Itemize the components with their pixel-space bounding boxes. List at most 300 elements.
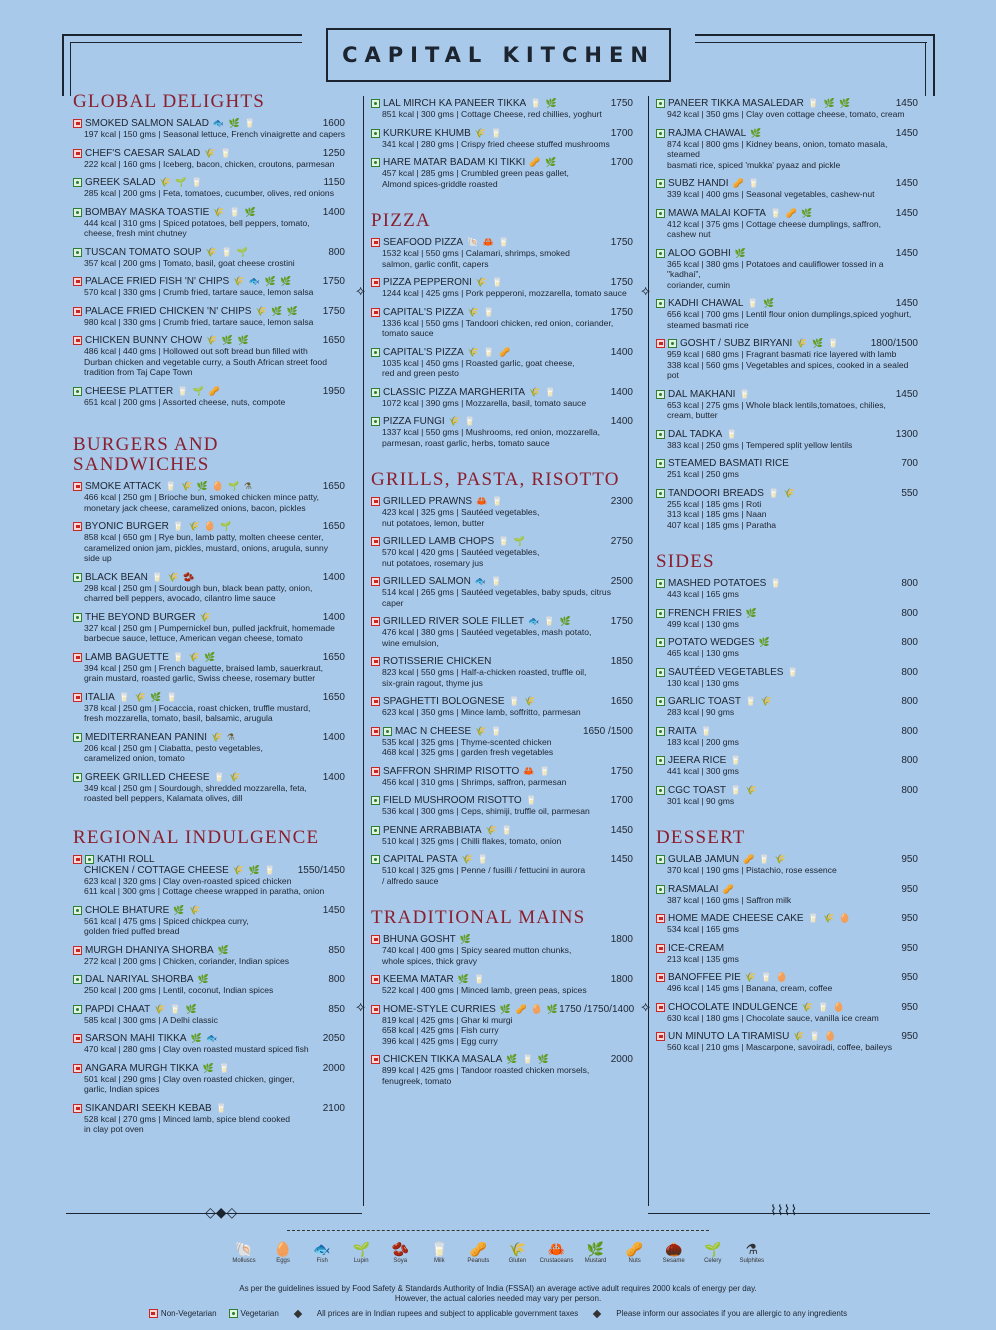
dish-description: 285 kcal | 200 gms | Feta, tomatoes, cucumber, olives, red onions bbox=[84, 188, 334, 198]
dish-price: 1400 bbox=[322, 731, 345, 743]
dish-name: ALOO GOBHI bbox=[668, 247, 731, 259]
menu-item bbox=[656, 884, 918, 906]
dish-price: 1450 bbox=[895, 247, 918, 259]
menu-column-right bbox=[656, 98, 918, 1061]
allergen-label: Milk bbox=[433, 1258, 445, 1264]
menu-item-header bbox=[656, 1002, 918, 1013]
dish-description: basmati rice, spiced 'mukka' pyaaz and pickle bbox=[667, 159, 841, 170]
menu-item-header bbox=[73, 1103, 345, 1114]
dish-description: 899 kcal | 425 gms | Tandoor roasted chicken morsels, bbox=[382, 1065, 590, 1075]
menu-item bbox=[73, 247, 345, 269]
allergen-icons: 🥛 🌱 bbox=[498, 536, 527, 546]
dish-name: HOME-STYLE CURRIES bbox=[383, 1003, 496, 1015]
menu-item bbox=[73, 732, 345, 764]
corner-ornament-right bbox=[695, 34, 935, 42]
menu-item-header bbox=[371, 825, 633, 836]
veg-icon bbox=[73, 733, 82, 742]
legend-item bbox=[656, 1240, 692, 1264]
allergen-icons: 🐟 🥛 🌿 bbox=[528, 616, 572, 626]
dish-name: GREEK GRILLED CHEESE bbox=[85, 771, 210, 783]
allergen-icons: 🥛 🌾 bbox=[213, 771, 242, 782]
dish-description: 740 kcal | 400 gms | Spicy seared mutton chunks, bbox=[382, 945, 572, 955]
non-veg-icon bbox=[73, 119, 82, 128]
menu-item-header bbox=[73, 1004, 345, 1015]
legend-item bbox=[695, 1240, 731, 1264]
dish-name: GRILLED RIVER SOLE FILLET bbox=[383, 616, 525, 627]
allergen-label: Fish bbox=[316, 1258, 328, 1264]
non-veg-icon bbox=[371, 497, 380, 506]
menu-item-header bbox=[73, 148, 345, 159]
veg-icon bbox=[656, 885, 665, 894]
dish-description: 510 kcal | 325 gms | Penne / fusilli / fettucini in aurora bbox=[382, 865, 586, 875]
veg-icon bbox=[371, 99, 380, 108]
dish-price: 1550/1450 bbox=[297, 864, 345, 876]
menu-item-header bbox=[656, 637, 918, 648]
dish-name: CGC TOAST bbox=[668, 784, 726, 796]
dish-price: 2300 bbox=[610, 496, 633, 507]
dish-price: 1400 bbox=[610, 346, 633, 358]
menu-item bbox=[371, 726, 633, 758]
menu-item-header bbox=[371, 347, 633, 358]
veg-icon bbox=[371, 388, 380, 397]
menu-item-header bbox=[656, 726, 918, 737]
corner-ornament-left-inner bbox=[70, 42, 302, 47]
allergen-label: Mustard bbox=[584, 1258, 607, 1264]
dish-description: golden fried puffed bread bbox=[84, 926, 180, 936]
non-veg-icon bbox=[656, 1032, 665, 1041]
dish-name: CAPITAL'S PIZZA bbox=[383, 346, 464, 358]
divider-ornament-3: ⟡ bbox=[356, 998, 366, 1014]
dish-description: monetary jack cheese, caramelized onions, bacon, pickles bbox=[84, 502, 306, 513]
veg-icon bbox=[371, 129, 380, 138]
dish-name: THE BEYOND BURGER bbox=[85, 611, 196, 623]
dish-description: 255 kcal | 185 gms | Roti bbox=[667, 498, 762, 509]
dish-price: 1450 bbox=[895, 388, 918, 400]
menu-item bbox=[73, 905, 345, 937]
dish-description: 585 kcal | 300 gms | A Delhi classic bbox=[84, 1014, 218, 1025]
dish-name: UN MINUTO LA TIRAMISU bbox=[668, 1031, 790, 1042]
dish-price: 1400 bbox=[322, 611, 345, 623]
non-veg-icon bbox=[73, 1064, 82, 1073]
menu-item bbox=[73, 1004, 345, 1026]
menu-item-header bbox=[656, 785, 918, 796]
dish-description: 874 kcal | 800 gms | Kidney beans, onion, tomato masala, steamed bbox=[667, 138, 888, 159]
menu-item bbox=[656, 943, 918, 965]
menu-item bbox=[73, 148, 345, 170]
dish-name: ICE-CREAM bbox=[668, 942, 725, 954]
dish-description: 313 kcal | 185 gms | Naan bbox=[667, 509, 767, 519]
dish-name: RAJMA CHAWAL bbox=[668, 127, 747, 139]
fssai-note-2: However, the actual calories needed may vary per person. bbox=[394, 1294, 602, 1303]
veg-icon bbox=[656, 609, 665, 618]
non-veg-icon bbox=[656, 973, 665, 982]
dish-price: 1800/1500 bbox=[870, 338, 918, 349]
allergen-icons: 🥛 🌾 bbox=[729, 784, 758, 795]
dish-description: 423 kcal | 325 gms | Sautéed vegetables, bbox=[382, 507, 540, 517]
dish-description: 341 kcal | 280 gms | Crispy fried cheese stuffed mushrooms bbox=[382, 138, 610, 149]
menu-item-header bbox=[73, 854, 345, 865]
legend-item bbox=[382, 1240, 418, 1264]
menu-item-header bbox=[656, 208, 918, 219]
menu-item bbox=[656, 1002, 918, 1024]
dish-name: PIZZA PEPPERONI bbox=[383, 277, 472, 288]
dish-name: MASHED POTATOES bbox=[668, 578, 767, 589]
menu-item bbox=[371, 128, 633, 150]
dish-price: 800 bbox=[901, 696, 918, 707]
dish-price: 550 bbox=[901, 487, 918, 499]
allergen-label: Lupin bbox=[353, 1258, 369, 1264]
dish-description: parmesan, roast garlic, herbs, tomato sauce bbox=[382, 437, 550, 448]
allergy-note: Please inform our associates if you are allergic to any ingredients bbox=[616, 1309, 848, 1318]
allergen-icon: 🌾 bbox=[508, 1241, 527, 1257]
menu-section bbox=[371, 470, 633, 886]
menu-item bbox=[371, 277, 633, 299]
dish-name: FIELD MUSHROOM RISOTTO bbox=[383, 795, 522, 806]
allergen-icons: 🥜 🥛 🌾 bbox=[743, 854, 787, 864]
dish-description: 536 kcal | 300 gms | Ceps, shimiji, truffle oil, parmesan bbox=[382, 806, 590, 816]
dish-description: 383 kcal | 250 gms | Tempered split yellow lentils bbox=[667, 439, 853, 450]
allergen-icons: 🌾 🥛 🥚 bbox=[801, 1001, 846, 1012]
allergen-label: Nuts bbox=[628, 1258, 641, 1264]
dish-name: MURGH DHANIYA SHORBA bbox=[85, 944, 214, 956]
menu-item bbox=[656, 972, 918, 994]
non-veg-icon bbox=[73, 855, 82, 864]
non-veg-icon bbox=[73, 149, 82, 158]
menu-column-middle bbox=[371, 98, 633, 1094]
veg-icon bbox=[73, 773, 82, 782]
dish-description: 301 kcal | 90 gms bbox=[667, 795, 735, 806]
dish-price: 1750 bbox=[610, 277, 633, 288]
dish-description: 819 kcal | 425 gms | Ghar ki murgi bbox=[382, 1014, 513, 1025]
dish-description: 499 kcal | 130 gms bbox=[667, 618, 739, 629]
dish-description: 365 kcal | 380 gms | Potatoes and cauliflower tossed in a "kadhai", bbox=[667, 258, 884, 279]
menu-item bbox=[73, 386, 345, 408]
menu-section bbox=[73, 828, 345, 1135]
dish-price: 1650 bbox=[322, 335, 345, 346]
veg-icon bbox=[656, 668, 665, 677]
dish-description: 476 kcal | 380 gms | Sautéed vegetables, mash potato, bbox=[382, 627, 592, 637]
veg-icon bbox=[656, 129, 665, 138]
allergen-icons: 🌿 bbox=[459, 934, 473, 944]
menu-item-header bbox=[656, 128, 918, 139]
dish-price: 1400 bbox=[322, 571, 345, 583]
dish-description: 466 kcal | 250 gm | Brioche bun, smoked chicken mince patty, bbox=[84, 492, 320, 502]
veg-icon bbox=[656, 855, 665, 864]
menu-item bbox=[656, 248, 918, 291]
dish-name: HARE MATAR BADAM KI TIKKI bbox=[383, 157, 526, 168]
dish-name: MAC N CHEESE bbox=[395, 725, 472, 737]
allergen-label: Peanuts bbox=[467, 1258, 490, 1264]
non-veg-icon bbox=[149, 1309, 158, 1318]
legend-item bbox=[343, 1240, 379, 1264]
dish-name: BANOFFEE PIE bbox=[668, 972, 741, 983]
menu-item bbox=[73, 521, 345, 564]
veg-icon bbox=[656, 697, 665, 706]
dish-price: 1700 bbox=[610, 157, 633, 168]
allergen-icon: 🫘 bbox=[391, 1241, 409, 1257]
dish-name: GARLIC TOAST bbox=[668, 696, 741, 707]
dish-description: 1244 kcal | 425 gms | Pork pepperoni, mozzarella, tomato sauce bbox=[382, 288, 627, 298]
non-veg-icon bbox=[371, 537, 380, 546]
dish-name: SUBZ HANDI bbox=[668, 178, 729, 189]
non-veg-label: Non-Vegetarian bbox=[160, 1309, 217, 1318]
veg-icon bbox=[371, 417, 380, 426]
dish-description: 1336 kcal | 550 gms | Tandoori chicken, red onion, coriander, bbox=[382, 317, 614, 328]
dish-description: 298 kcal | 250 gm | Sourdough bun, black bean patty, onion, bbox=[84, 582, 313, 593]
dish-price: 800 bbox=[901, 784, 918, 796]
menu-item-header bbox=[73, 865, 345, 876]
menu-item-header bbox=[656, 178, 918, 189]
dish-price: 1750 bbox=[610, 765, 633, 777]
corner-ornament-right-v bbox=[927, 34, 935, 96]
dish-description: 535 kcal | 325 gms | Thyme-scented chicken bbox=[382, 736, 552, 747]
dish-name: JEERA RICE bbox=[668, 755, 727, 766]
allergen-icon: 🌱 bbox=[352, 1241, 370, 1257]
dish-price: 1950 bbox=[322, 385, 345, 397]
dish-description: six-grain ragout, thyme jus bbox=[382, 677, 483, 688]
menu-item bbox=[656, 755, 918, 777]
dish-name: SARSON MAHI TIKKA bbox=[85, 1033, 187, 1044]
dish-description: 942 kcal | 350 gms | Clay oven cottage cheese, tomato, cream bbox=[667, 109, 905, 119]
menu-item-header bbox=[73, 1063, 345, 1074]
dish-price: 800 bbox=[901, 637, 918, 648]
corner-ornament-left-v bbox=[62, 34, 70, 96]
menu-item bbox=[371, 307, 633, 339]
non-veg-icon bbox=[73, 522, 82, 531]
dish-description: 250 kcal | 200 gms | Lentil, coconut, Indian spices bbox=[84, 985, 274, 995]
menu-item bbox=[73, 652, 345, 684]
menu-item bbox=[73, 945, 345, 967]
dish-description: 611 kcal | 300 gms | Cottage cheese wrapped in paratha, onion bbox=[84, 886, 325, 896]
veg-icon bbox=[656, 786, 665, 795]
column-divider-1 bbox=[363, 96, 364, 1206]
dish-name: TANDOORI BREADS bbox=[668, 487, 764, 499]
dish-price: 1450 bbox=[895, 207, 918, 219]
dish-price: 2750 bbox=[610, 536, 633, 547]
dish-price: 700 bbox=[901, 458, 918, 469]
dish-description: 570 kcal | 420 gms | Sautéed vegetables, bbox=[382, 547, 540, 557]
dish-name: BOMBAY MASKA TOASTIE bbox=[85, 206, 210, 218]
menu-section bbox=[656, 98, 918, 530]
menu-item bbox=[73, 118, 345, 140]
menu-item-header bbox=[73, 1033, 345, 1044]
dish-description: red and green pesto bbox=[382, 368, 459, 378]
dish-description: 514 kcal | 265 gms | Sautéed vegetables, baby spuds, citrus caper bbox=[382, 587, 611, 608]
dish-description: charred bell peppers, avocado, cilantro lime sauce bbox=[84, 593, 276, 603]
dish-name: SAUTÉED VEGETABLES bbox=[668, 666, 784, 678]
menu-item-header bbox=[371, 974, 633, 985]
menu-item bbox=[656, 429, 918, 451]
dish-price: 1750 bbox=[610, 616, 633, 627]
dish-price: 1400 bbox=[322, 771, 345, 783]
dish-description: 501 kcal | 290 gms | Clay oven roasted chicken, ginger, bbox=[84, 1073, 295, 1084]
column-divider-2 bbox=[648, 96, 649, 1206]
dish-price: 950 bbox=[901, 854, 918, 865]
allergen-legend bbox=[226, 1240, 770, 1264]
dish-description: 396 kcal | 425 gms | Egg curry bbox=[382, 1035, 498, 1046]
dish-price: 1450 bbox=[322, 904, 345, 916]
page-title: CAPITAL KITCHEN bbox=[326, 28, 671, 82]
legend-item bbox=[539, 1240, 575, 1264]
allergen-icons: 🥛 🌾 bbox=[767, 487, 796, 498]
menu-item-header bbox=[371, 616, 633, 627]
menu-item-header bbox=[371, 387, 633, 398]
allergen-icons: 🌿 🌾 bbox=[173, 904, 202, 915]
veg-icon bbox=[668, 339, 677, 348]
non-veg-icon bbox=[371, 935, 380, 944]
dish-description: 486 kcal | 440 gms | Hollowed out soft bread bun filled with bbox=[84, 346, 308, 356]
dish-name: SMOKED SALMON SALAD bbox=[85, 118, 209, 129]
dish-price: 1800 bbox=[610, 974, 633, 985]
non-veg-icon bbox=[73, 693, 82, 702]
allergen-icons: 🐟 🌿 🥛 bbox=[212, 118, 257, 128]
dish-description: 370 kcal | 190 gms | Pistachio, rose essence bbox=[667, 865, 837, 875]
legend-item bbox=[499, 1240, 535, 1264]
non-veg-icon bbox=[73, 336, 82, 345]
allergen-icons: 🌾 🥛 bbox=[475, 277, 504, 287]
menu-item-header bbox=[371, 237, 633, 248]
menu-item bbox=[73, 207, 345, 239]
dish-description: 206 kcal | 250 gm | Ciabatta, pesto vegetables, bbox=[84, 742, 263, 753]
allergen-icons: 🌿 bbox=[734, 247, 748, 258]
dish-description: 980 kcal | 330 gms | Crumb fried, tartare sauce, lemon salsa bbox=[84, 316, 314, 327]
allergen-icons: 🌿 bbox=[758, 637, 771, 647]
dish-name: CHEF'S CAESAR SALAD bbox=[85, 147, 201, 159]
menu-item bbox=[73, 772, 345, 804]
veg-icon bbox=[656, 756, 665, 765]
dish-description: 387 kcal | 160 gms | Saffron milk bbox=[667, 894, 792, 905]
dish-description: 327 kcal | 250 gm | Pumpernickel bun, pulled jackfruit, homemade bbox=[84, 622, 335, 633]
dish-name: KURKURE KHUMB bbox=[383, 127, 471, 139]
dish-price: 1750 bbox=[322, 276, 345, 287]
veg-icon bbox=[371, 158, 380, 167]
dish-price: 1600 bbox=[322, 118, 345, 129]
menu-item-header bbox=[73, 572, 345, 583]
menu-item-header bbox=[73, 652, 345, 663]
veg-icon bbox=[656, 249, 665, 258]
dish-price: 1400 bbox=[610, 386, 633, 398]
dish-description: fresh mozzarella, tomato, basil, balsamic, arugula bbox=[84, 713, 273, 723]
menu-section bbox=[73, 435, 345, 804]
dish-description: 222 kcal | 160 gms | Iceberg, bacon, chicken, croutons, parmesan bbox=[84, 158, 335, 169]
dish-name: PALACE FRIED FISH 'N' CHIPS bbox=[85, 276, 230, 287]
allergen-icon: 🦀 bbox=[547, 1241, 566, 1257]
dish-name: BLACK BEAN bbox=[85, 571, 148, 583]
dish-description: nut potatoes, rosemary jus bbox=[382, 557, 484, 568]
menu-item-header bbox=[656, 458, 918, 469]
menu-item bbox=[73, 612, 345, 644]
dish-name: CHICKEN / COTTAGE CHEESE bbox=[84, 864, 229, 876]
menu-item-header bbox=[73, 276, 345, 287]
menu-item bbox=[656, 785, 918, 807]
dish-description: 528 kcal | 270 gms | Minced lamb, spice blend cooked bbox=[84, 1113, 291, 1124]
section-title: GLOBAL DELIGHTS bbox=[73, 91, 265, 112]
non-veg-icon bbox=[73, 307, 82, 316]
allergen-icons: 🥛 🌿 🌿 bbox=[807, 98, 852, 108]
menu-item bbox=[371, 416, 633, 448]
allergen-icons: 🌿 🥛 🌿 bbox=[506, 1054, 550, 1064]
dish-description: grain mustard, roasted garlic, Swiss cheese, rosemary butter bbox=[84, 673, 316, 683]
menu-item bbox=[371, 576, 633, 608]
legend-item bbox=[421, 1240, 457, 1264]
veg-icon bbox=[73, 1005, 82, 1014]
dish-price: 800 bbox=[901, 666, 918, 678]
dish-description: 378 kcal | 250 gm | Focaccia, roast chicken, truffle mustard, bbox=[84, 702, 311, 713]
menu-item-header bbox=[371, 576, 633, 587]
menu-item-header bbox=[371, 496, 633, 507]
dish-description: 1532 kcal | 550 gms | Calamari, shrimps, smoked bbox=[382, 248, 570, 258]
dish-description: 560 kcal | 210 gms | Mascarpone, savoiradi, coffee, baileys bbox=[667, 1042, 892, 1052]
dish-name: GOSHT / SUBZ BIRYANI bbox=[680, 338, 793, 349]
dish-description: Durban chicken and vegetable curry, a South African street food bbox=[84, 356, 327, 367]
menu-item bbox=[73, 1063, 345, 1095]
allergen-icons: 🌾 bbox=[199, 611, 212, 622]
dish-price: 1450 bbox=[610, 824, 633, 836]
veg-icon bbox=[371, 796, 380, 805]
menu-item-header bbox=[371, 416, 633, 427]
menu-item bbox=[656, 637, 918, 659]
dish-name: CAPITAL PASTA bbox=[383, 854, 458, 865]
veg-icon bbox=[656, 179, 665, 188]
menu-item bbox=[371, 1004, 633, 1047]
allergen-icons: 🌾 🌱 🥛 bbox=[159, 177, 204, 187]
dish-description: 561 kcal | 475 gms | Spiced chickpea curry, bbox=[84, 915, 249, 926]
legend-divider bbox=[287, 1230, 709, 1231]
allergen-icons: 🥜 🌿 bbox=[529, 157, 558, 167]
dish-name: POTATO WEDGES bbox=[668, 637, 755, 648]
section-title: GRILLS, PASTA, RISOTTO bbox=[371, 469, 620, 490]
corner-ornament-right-v2 bbox=[919, 42, 926, 96]
dish-name: CHOCOLATE INDULGENCE bbox=[668, 1001, 798, 1013]
non-veg-icon bbox=[73, 946, 82, 955]
menu-item bbox=[656, 913, 918, 935]
allergen-icons: 🌾 🥛 bbox=[461, 854, 490, 864]
menu-item-header bbox=[371, 307, 633, 318]
dish-price: 1250 bbox=[322, 147, 345, 159]
allergen-icons: 🌾 🌿 🌿 bbox=[206, 335, 250, 345]
menu-item bbox=[371, 854, 633, 886]
dish-price: 950 bbox=[901, 883, 918, 895]
non-veg-icon bbox=[656, 944, 665, 953]
dish-name: STEAMED BASMATI RICE bbox=[668, 458, 789, 469]
menu-item bbox=[656, 726, 918, 748]
menu-item-header bbox=[656, 608, 918, 619]
dish-description: 338 kcal | 560 gms | Vegetables and spices, cooked in a sealed pot bbox=[667, 359, 909, 380]
dish-description: 130 kcal | 130 gms bbox=[667, 677, 739, 688]
menu-item-header bbox=[73, 118, 345, 129]
dish-name: ANGARA MURGH TIKKA bbox=[85, 1062, 199, 1074]
veg-icon bbox=[73, 208, 82, 217]
dish-name: ROTISSERIE CHICKEN bbox=[383, 656, 492, 667]
fssai-note: As per the guidelines issued by Food Safety & Standards Authority of India (FSSAI) an average active adult requires 2000 kcals of energy per day. bbox=[239, 1284, 757, 1293]
dish-name: PANEER TIKKA MASALEDAR bbox=[668, 98, 804, 109]
dish-name: CHEESE PLATTER bbox=[85, 385, 174, 397]
dish-description: 357 kcal | 200 gms | Tomato, basil, goat cheese crostini bbox=[84, 257, 295, 268]
menu-section bbox=[371, 211, 633, 448]
dish-name: ITALIA bbox=[85, 691, 115, 703]
dish-name: PAPDI CHAAT bbox=[85, 1003, 151, 1015]
dish-price: 950 bbox=[901, 1031, 918, 1042]
divider-ornament-1: ⟡ bbox=[356, 282, 366, 298]
menu-item-header bbox=[371, 795, 633, 806]
dish-price: 800 bbox=[901, 755, 918, 766]
allergen-icons: 🥛 🌾 🌿 🥚 🌱 ⚗ bbox=[165, 481, 253, 491]
dish-description: 183 kcal | 200 gms bbox=[667, 736, 739, 747]
dish-description: 496 kcal | 145 gms | Banana, cream, coffee bbox=[667, 983, 833, 993]
dish-name: FRENCH FRIES bbox=[668, 607, 742, 619]
allergen-icons: 🌾 🥛 🌿 bbox=[154, 1003, 198, 1014]
non-veg-icon bbox=[371, 697, 380, 706]
